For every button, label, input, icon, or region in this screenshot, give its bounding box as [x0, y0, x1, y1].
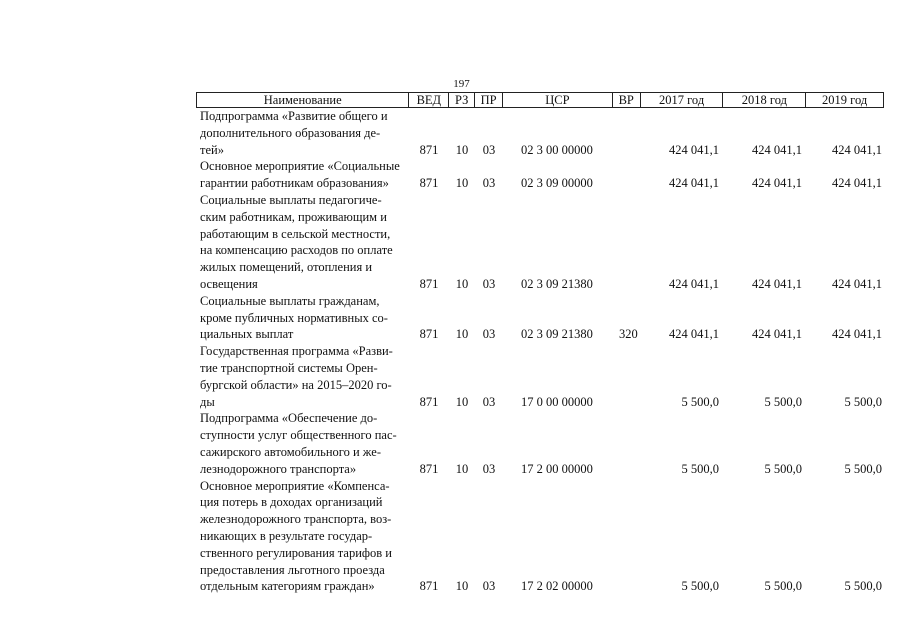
- cell-2019: 5 500,0: [844, 579, 882, 594]
- table-row: [196, 158, 884, 192]
- name-line: предоставления льготного проезда: [200, 562, 385, 577]
- name-line: Государственная программа «Разви-: [200, 344, 393, 359]
- cell-csr: 02 3 09 21380: [521, 276, 593, 291]
- name-line: отдельным категориям граждан»: [200, 579, 375, 594]
- header-vr: ВР: [613, 93, 641, 107]
- table-body: [196, 108, 884, 595]
- header-csr: ЦСР: [503, 93, 613, 107]
- cell-2019: 5 500,0: [844, 394, 882, 409]
- budget-table: [196, 92, 884, 595]
- cell-2017: 424 041,1: [669, 142, 719, 157]
- name-line: Основное мероприятие «Компенса-: [200, 478, 390, 493]
- cell-2019: 424 041,1: [832, 142, 882, 157]
- cell-2018: 424 041,1: [752, 142, 802, 157]
- name-line: циальных выплат: [200, 327, 294, 342]
- table-row: [196, 478, 884, 596]
- header-pr: ПР: [475, 93, 503, 107]
- cell-2017: 5 500,0: [681, 579, 719, 594]
- cell-name: [196, 343, 409, 410]
- page-number: 197: [453, 78, 470, 90]
- cell-name: [196, 410, 409, 477]
- cell-2017: 424 041,1: [669, 276, 719, 291]
- cell-2017: 5 500,0: [681, 461, 719, 476]
- name-line: Социальные выплаты педагогиче-: [200, 192, 382, 207]
- cell-ved: 871: [419, 176, 439, 191]
- cell-2018: 424 041,1: [752, 176, 802, 191]
- name-line: ция потерь в доходах организаций: [200, 495, 383, 510]
- name-line: освещения: [200, 276, 258, 291]
- cell-2017: 424 041,1: [669, 327, 719, 342]
- cell-pr: 03: [482, 276, 496, 291]
- header-rz: РЗ: [449, 93, 475, 107]
- name-line: тие транспортной системы Орен-: [200, 360, 378, 375]
- cell-pr: 03: [482, 579, 496, 594]
- cell-ved: 871: [419, 461, 439, 476]
- cell-rz: 10: [455, 142, 469, 157]
- cell-csr: 02 3 00 00000: [521, 142, 593, 157]
- name-line: кроме публичных нормативных со-: [200, 310, 388, 325]
- cell-2019: 424 041,1: [832, 327, 882, 342]
- cell-2018: 5 500,0: [764, 394, 802, 409]
- cell-name: [196, 108, 409, 158]
- cell-rz: 10: [455, 394, 469, 409]
- cell-2018: 424 041,1: [752, 327, 802, 342]
- cell-2018: 5 500,0: [764, 461, 802, 476]
- name-line: гарантии работникам образования»: [200, 176, 389, 191]
- cell-pr: 03: [482, 461, 496, 476]
- cell-name: [196, 478, 409, 596]
- cell-ved: 871: [419, 276, 439, 291]
- name-line: работающим в сельской местности,: [200, 226, 391, 241]
- table-row: [196, 192, 884, 293]
- cell-2017: 424 041,1: [669, 176, 719, 191]
- name-line: сажирского автомобильного и же-: [200, 444, 381, 459]
- name-line: жилых помещений, отопления и: [200, 260, 373, 275]
- cell-rz: 10: [455, 276, 469, 291]
- name-line: лезнодорожного транспорта»: [200, 461, 357, 476]
- cell-rz: 10: [455, 579, 469, 594]
- header-2018: 2018 год: [723, 93, 806, 107]
- cell-ved: 871: [419, 142, 439, 157]
- name-line: бургской области» на 2015–2020 го-: [200, 377, 392, 392]
- name-line: тей»: [200, 142, 224, 157]
- cell-vr: 320: [619, 327, 638, 342]
- name-line: Подпрограмма «Обеспечение до-: [200, 411, 378, 426]
- name-line: ступности услуг общественного пас-: [200, 428, 397, 443]
- cell-ved: 871: [419, 327, 439, 342]
- name-line: Социальные выплаты гражданам,: [200, 293, 380, 308]
- name-line: ды: [200, 394, 215, 409]
- table-row: [196, 293, 884, 343]
- name-line: железнодорожного транспорта, воз-: [200, 512, 392, 527]
- cell-csr: 02 3 09 00000: [521, 176, 593, 191]
- table-row: [196, 410, 884, 477]
- cell-rz: 10: [455, 327, 469, 342]
- table-row: [196, 108, 884, 158]
- cell-2017: 5 500,0: [681, 394, 719, 409]
- cell-rz: 10: [455, 461, 469, 476]
- name-line: Подпрограмма «Развитие общего и: [200, 109, 388, 123]
- cell-rz: 10: [455, 176, 469, 191]
- header-2019: 2019 год: [822, 93, 868, 107]
- cell-pr: 03: [482, 327, 496, 342]
- cell-pr: 03: [482, 394, 496, 409]
- cell-2019: 424 041,1: [832, 276, 882, 291]
- header-ved: ВЕД: [409, 93, 449, 107]
- header-2017: 2017 год: [641, 93, 724, 107]
- cell-2019: 424 041,1: [832, 176, 882, 191]
- cell-2018: 5 500,0: [764, 579, 802, 594]
- table-header: [196, 92, 884, 108]
- cell-csr: 02 3 09 21380: [521, 327, 593, 342]
- cell-ved: 871: [419, 394, 439, 409]
- cell-name: [196, 293, 409, 343]
- cell-2018: 424 041,1: [752, 276, 802, 291]
- cell-csr: 17 2 00 00000: [521, 461, 593, 476]
- cell-2019: 5 500,0: [844, 461, 882, 476]
- cell-pr: 03: [482, 176, 496, 191]
- name-line: никающих в результате государ-: [200, 528, 373, 543]
- name-line: дополнительного образования де-: [200, 125, 381, 140]
- cell-pr: 03: [482, 142, 496, 157]
- cell-name: [196, 158, 409, 192]
- table-row: [196, 343, 884, 410]
- cell-ved: 871: [419, 579, 439, 594]
- cell-csr: 17 0 00 00000: [521, 394, 593, 409]
- name-line: Основное мероприятие «Социальные: [200, 159, 400, 174]
- header-name: Наименование: [197, 93, 409, 107]
- cell-name: [196, 192, 409, 293]
- cell-csr: 17 2 02 00000: [521, 579, 593, 594]
- name-line: ственного регулирования тарифов и: [200, 545, 392, 560]
- name-line: ским работникам, проживающим и: [200, 209, 387, 224]
- name-line: на компенсацию расходов по оплате: [200, 243, 393, 258]
